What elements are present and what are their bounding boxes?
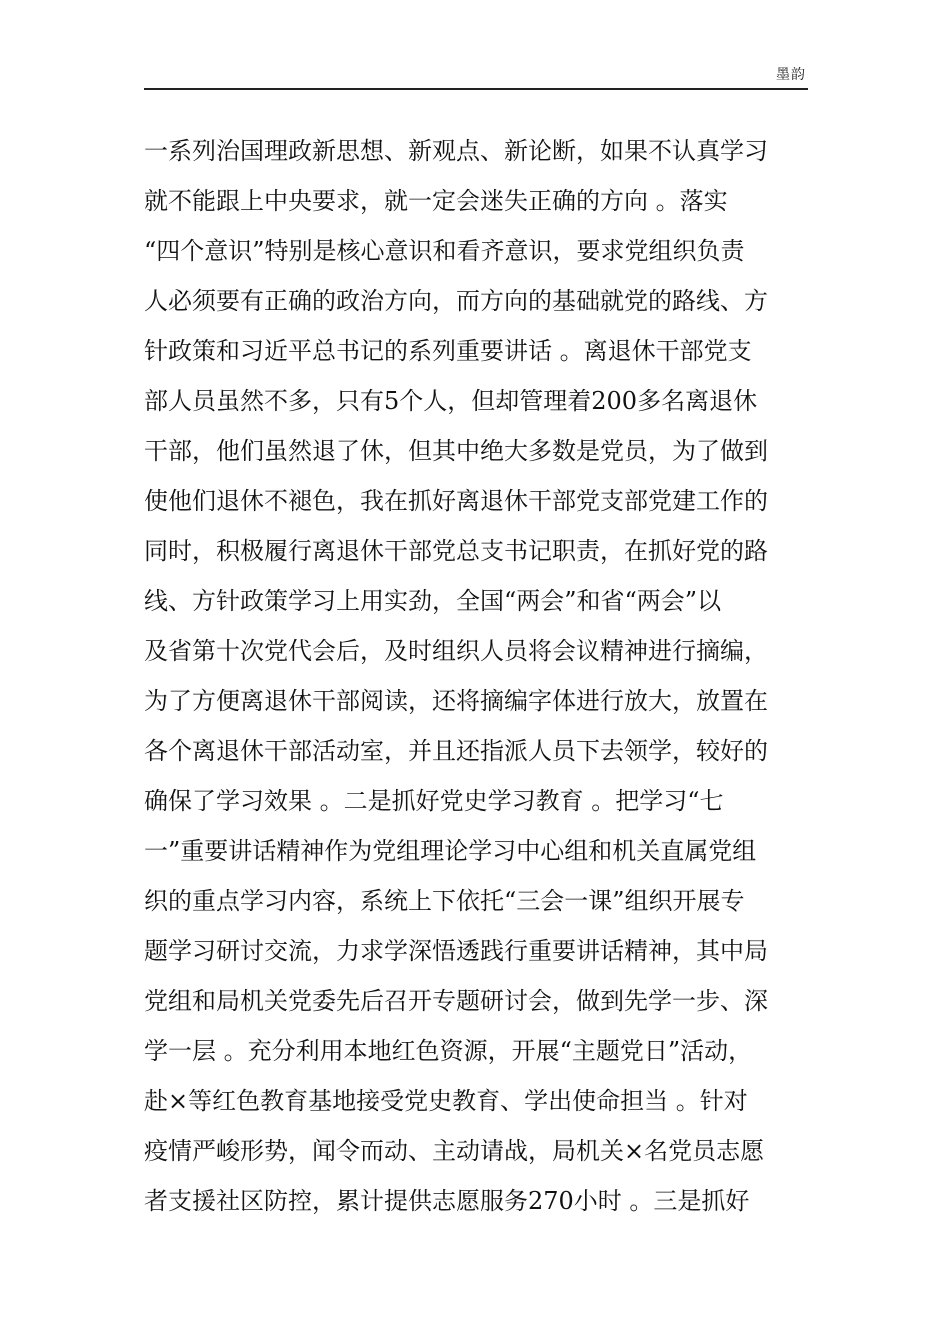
text-line: 为了方便离退休干部阅读，还将摘编字体进行放大，放置在 bbox=[144, 687, 768, 715]
text-line: 织的重点学习内容，系统上下依托“三会一课”组织开展专 bbox=[144, 887, 745, 915]
text-line: 一”重要讲话精神作为党组理论学习中心组和机关直属党组 bbox=[144, 837, 757, 865]
text-line: 线、方针政策学习上用实劲，全国“两会”和省“两会”以 bbox=[144, 587, 722, 615]
text-line: 确保了学习效果 。二是抓好党史学习教育 。把学习“七 bbox=[144, 787, 724, 815]
text-line: 者支援社区防控，累计提供志愿服务270小时 。三是抓好 bbox=[144, 1187, 750, 1215]
text-line: 使他们退休不褪色，我在抓好离退休干部党支部党建工作的 bbox=[144, 487, 768, 515]
header-divider bbox=[144, 88, 808, 90]
text-line: 针政策和习近平总书记的系列重要讲话 。离退休干部党支 bbox=[144, 337, 752, 365]
text-line: 党组和局机关党委先后召开专题研讨会，做到先学一步、深 bbox=[144, 987, 768, 1015]
text-line: 一系列治国理政新思想、新观点、新论断，如果不认真学习 bbox=[144, 137, 768, 165]
text-line: 各个离退休干部活动室，并且还指派人员下去领学，较好的 bbox=[144, 737, 768, 765]
text-line: 干部，他们虽然退了休，但其中绝大多数是党员，为了做到 bbox=[144, 437, 768, 465]
text-line: 部人员虽然不多，只有5个人，但却管理着200多名离退休 bbox=[144, 387, 758, 415]
text-line: 人必须要有正确的政治方向，而方向的基础就党的路线、方 bbox=[144, 287, 768, 315]
text-line: “四个意识”特别是核心意识和看齐意识，要求党组织负责 bbox=[144, 237, 745, 265]
text-line: 及省第十次党代会后，及时组织人员将会议精神进行摘编， bbox=[144, 637, 768, 665]
header-mark: 墨韵 bbox=[776, 67, 806, 83]
body-paragraph bbox=[144, 126, 808, 1226]
text-line: 题学习研讨交流，力求学深悟透践行重要讲话精神，其中局 bbox=[144, 937, 768, 965]
text-line: 疫情严峻形势，闻令而动、主动请战，局机关×名党员志愿 bbox=[144, 1137, 765, 1165]
text-line: 同时，积极履行离退休干部党总支书记职责，在抓好党的路 bbox=[144, 537, 768, 565]
text-line: 学一层 。充分利用本地红色资源，开展“主题党日”活动， bbox=[144, 1037, 753, 1065]
text-line: 就不能跟上中央要求，就一定会迷失正确的方向 。落实 bbox=[144, 187, 728, 215]
text-line: 赴×等红色教育基地接受党史教育、学出使命担当 。针对 bbox=[144, 1087, 748, 1115]
